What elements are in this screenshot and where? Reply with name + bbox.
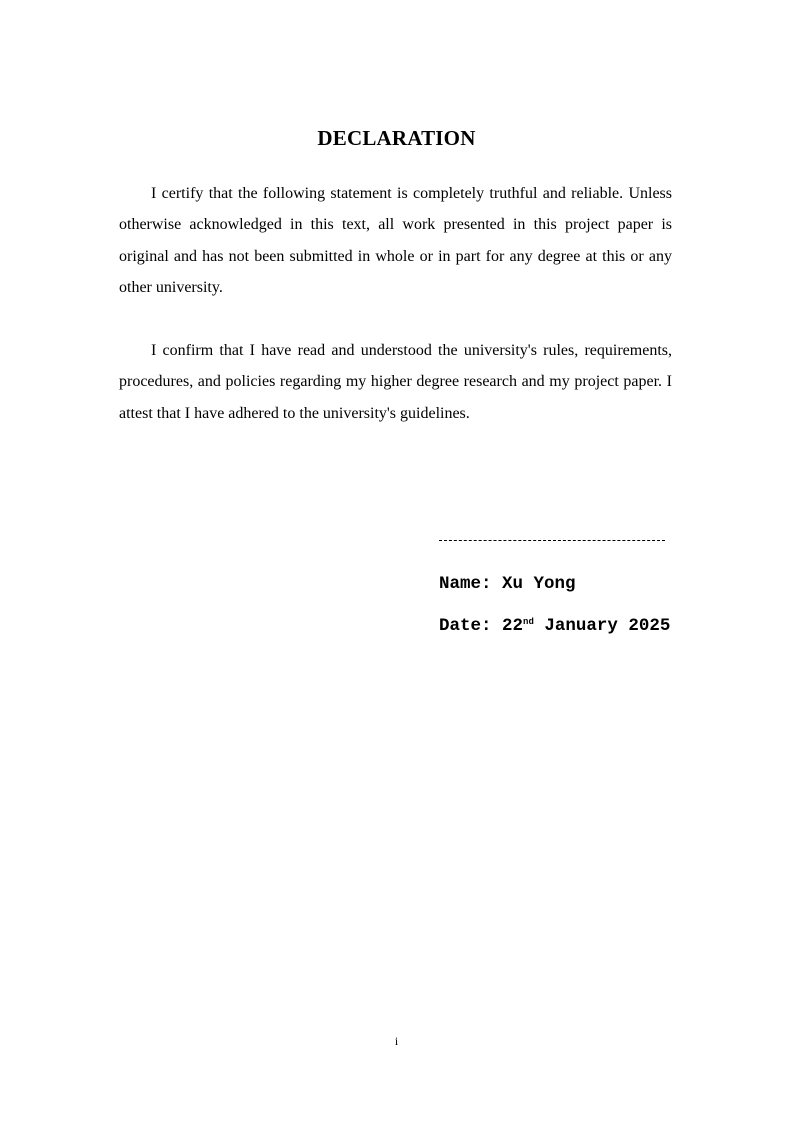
- signature-date-row: [439, 614, 679, 638]
- signature-block: [439, 526, 679, 638]
- date-label: Date:: [439, 616, 492, 636]
- date-month-year: January 2025: [544, 616, 671, 636]
- name-value: Xu Yong: [502, 574, 576, 594]
- date-ordinal-suffix: nd: [523, 617, 534, 628]
- page-number: i: [394, 1034, 399, 1048]
- signature-name-row: [439, 572, 679, 596]
- declaration-paragraph-confirm: I confirm that I have read and understood the university's rules, requirements, procedures, and policies regarding my higher degree research and my project paper. I attest that I have adhered to the university's guidelines.: [119, 342, 672, 422]
- date-day: 22: [502, 616, 524, 636]
- signature-line: [439, 540, 665, 541]
- declaration-paragraph-certify: I certify that the following statement is completely truthful and reliable. Unless otherwise acknowledged in this text, all work presented in this project paper is original and has not been submitted in whole or in part for any degree at this or any other university.: [119, 185, 672, 296]
- page-title: DECLARATION: [317, 126, 476, 150]
- name-label: Name:: [439, 574, 492, 594]
